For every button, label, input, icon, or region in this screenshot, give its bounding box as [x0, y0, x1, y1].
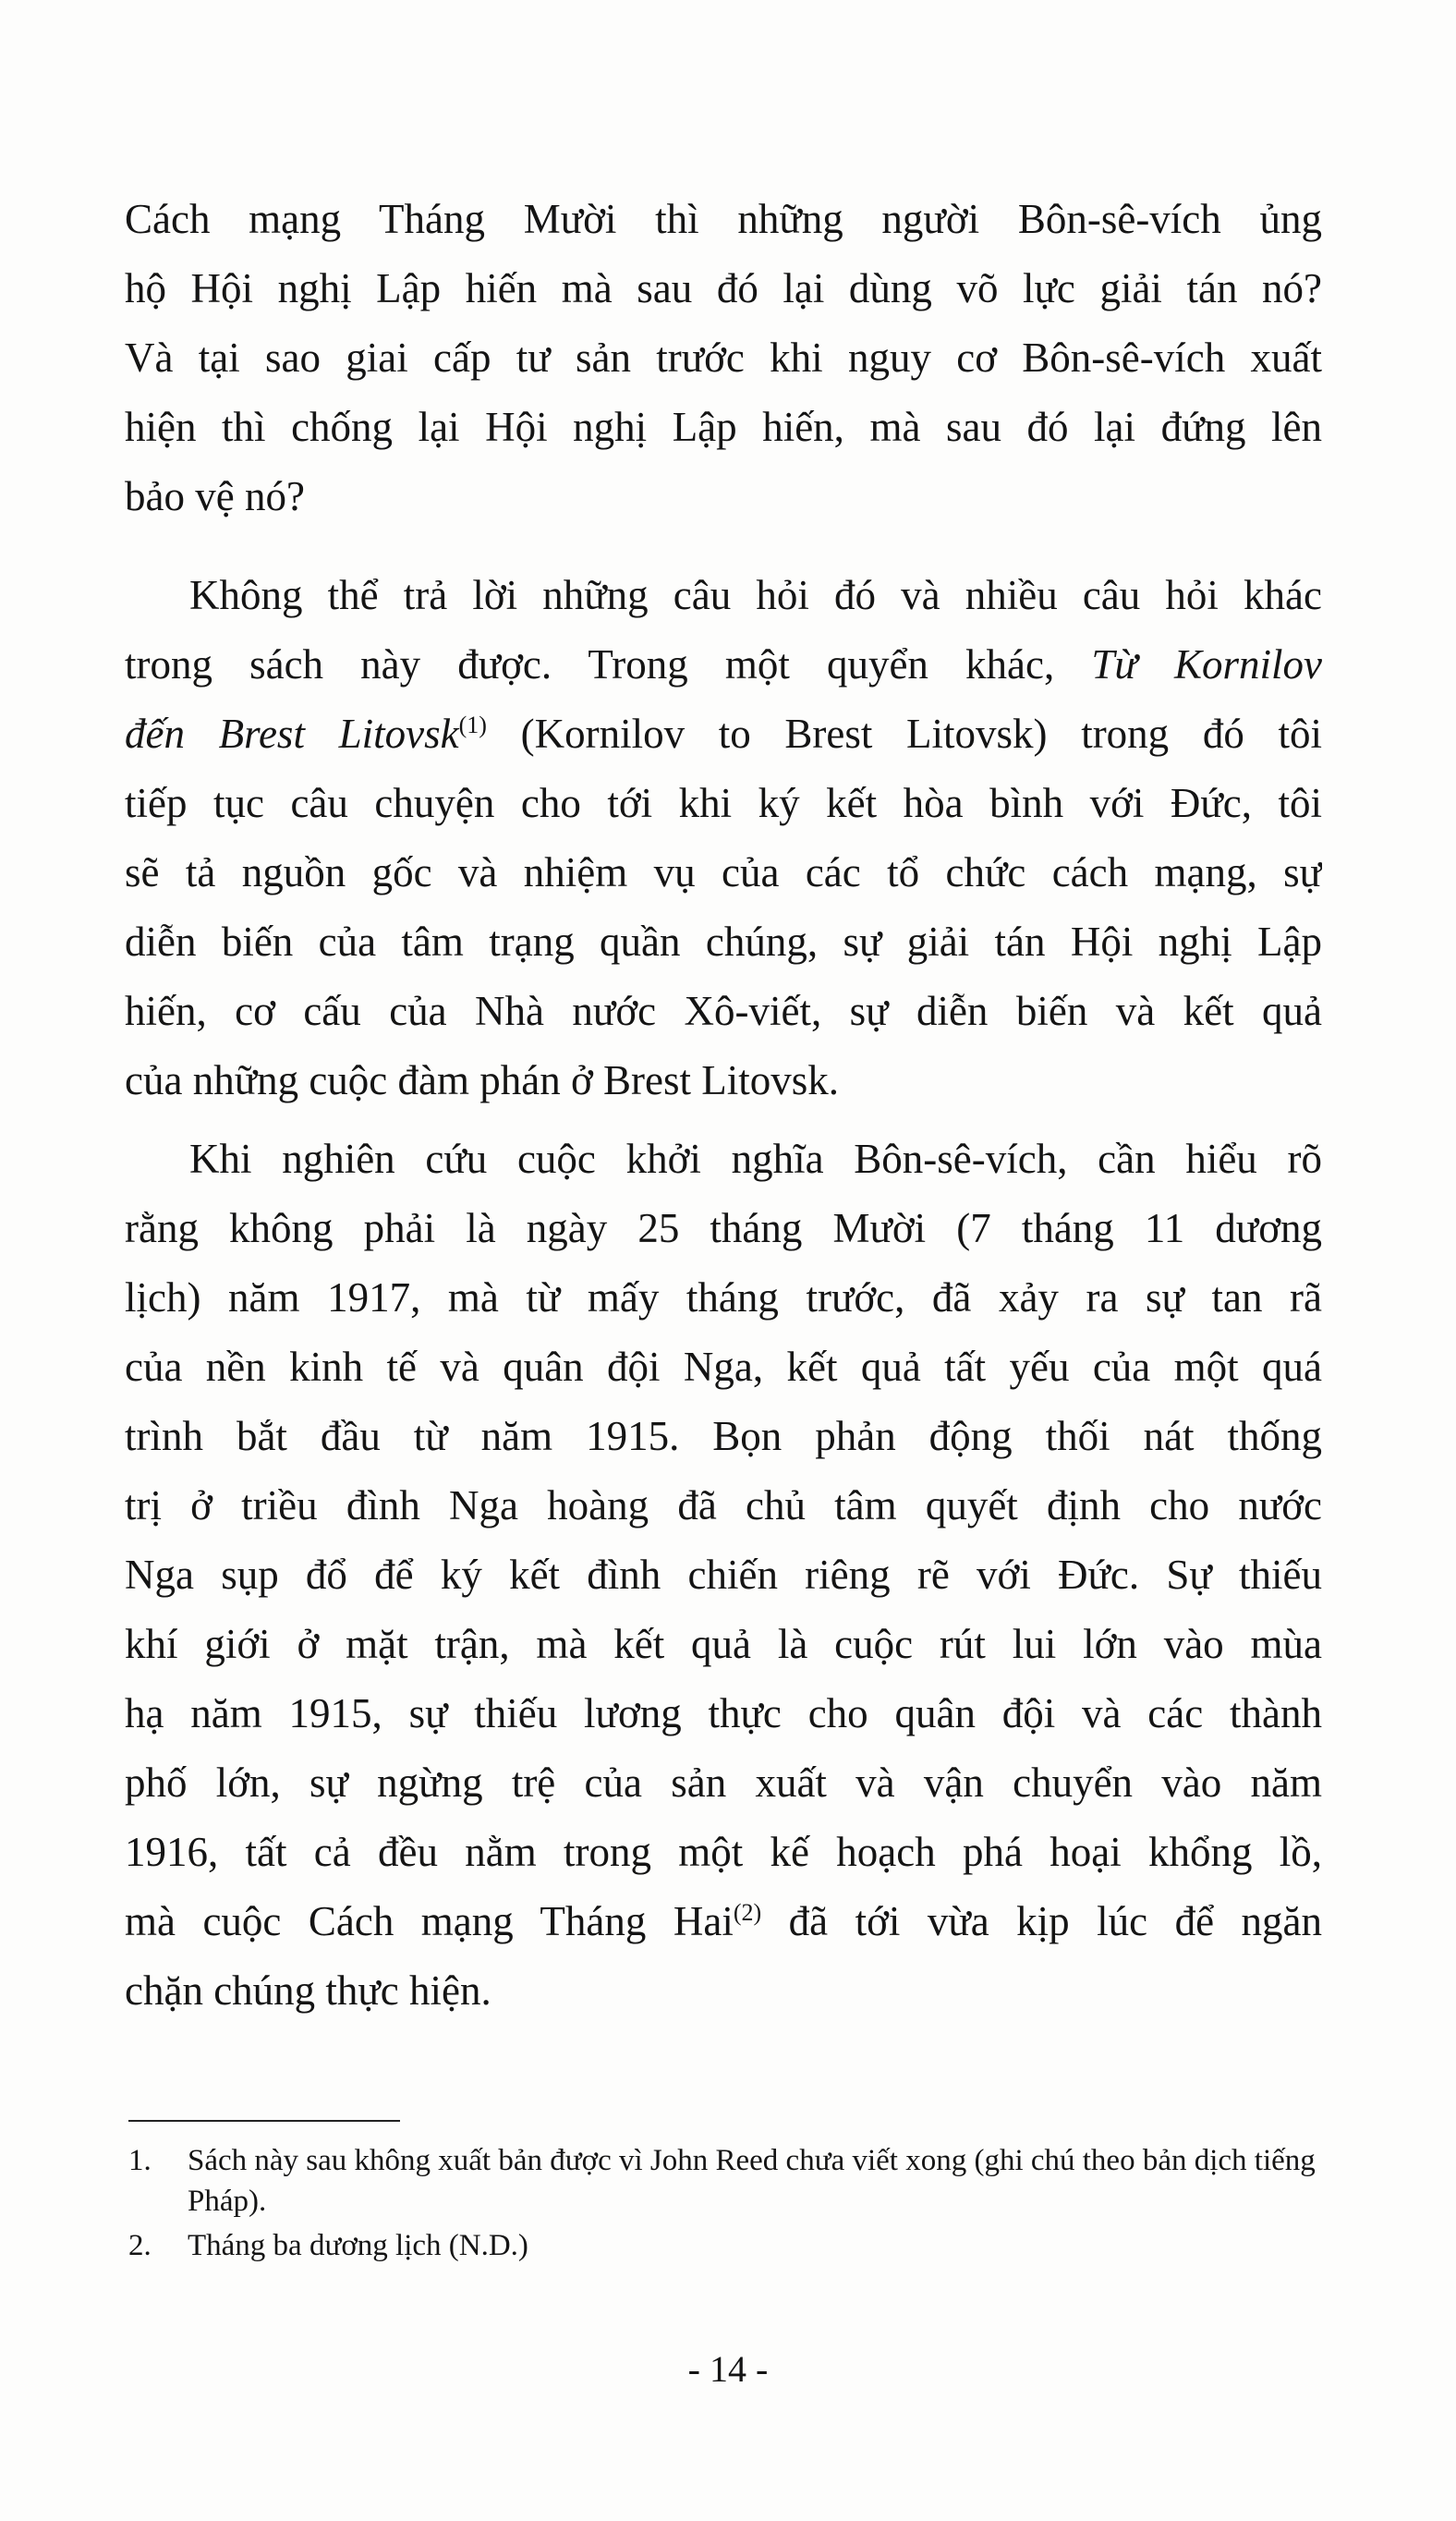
text-line [125, 700, 1322, 769]
text-segment: (Kornilov to Brest Litovsk) trong đó tôi [486, 711, 1322, 757]
page-number: - 14 - [687, 2348, 769, 2390]
text-line: của những cuộc đàm phán ở Brest Litovsk. [125, 1057, 840, 1103]
text-segment: đã tới vừa kịp lúc để ngăn [761, 1898, 1322, 1944]
text-line: trị ở triều đình Nga hoàng đã chủ tâm quyết định cho nước [125, 1482, 1322, 1528]
text-line [125, 630, 1322, 700]
text-line: diễn biến của tâm trạng quần chúng, sự giải tán Hội nghị Lập [125, 919, 1322, 965]
text-line: Cách mạng Tháng Mười thì những người Bôn-sê-vích ủng [125, 196, 1322, 242]
text-line: Không thể trả lời những câu hỏi đó và nhiều câu hỏi khác [189, 572, 1322, 618]
text-line: Nga sụp đổ để ký kết đình chiến riêng rẽ với Đức. Sự thiếu [125, 1552, 1322, 1598]
text-line: tiếp tục câu chuyện cho tới khi ký kết hòa bình với Đức, tôi [125, 780, 1322, 826]
text-line: hiện thì chống lại Hội nghị Lập hiến, mà sau đó lại đứng lên [125, 404, 1322, 450]
footnote-text: Sách này sau không xuất bản được vì John Reed chưa viết xong (ghi chú theo bản dịch tiếng Pháp). [188, 2144, 1316, 2218]
footnote-divider [128, 2120, 400, 2122]
text-line: lịch) năm 1917, mà từ mấy tháng trước, đã xảy ra sự tan rã [125, 1274, 1322, 1321]
footnote-1 [128, 2140, 1329, 2222]
text-line: bảo vệ nó? [125, 473, 305, 519]
footnote-2 [128, 2225, 1329, 2266]
footnote-text: Tháng ba dương lịch (N.D.) [188, 2229, 528, 2262]
text-line: của nền kinh tế và quân đội Nga, kết quả tất yếu của một quá [125, 1344, 1322, 1390]
book-title: đến Brest Litovsk [125, 711, 459, 757]
text-line: phố lớn, sự ngừng trệ của sản xuất và vận chuyển vào năm [125, 1760, 1322, 1806]
text-line: chặn chúng thực hiện. [125, 1967, 491, 2014]
text-line: khí giới ở mặt trận, mà kết quả là cuộc rút lui lớn vào mùa [125, 1621, 1322, 1667]
footnote-number: 1. [128, 2144, 152, 2177]
text-line: Và tại sao giai cấp tư sản trước khi nguy cơ Bôn-sê-vích xuất [125, 335, 1322, 381]
text-line: hạ năm 1915, sự thiếu lương thực cho quân đội và các thành [125, 1690, 1322, 1736]
text-line: sẽ tả nguồn gốc và nhiệm vụ của các tổ chức cách mạng, sự [125, 849, 1322, 895]
footnote-number: 2. [128, 2229, 152, 2262]
footnote-ref-1: (1) [458, 712, 487, 738]
text-line: hộ Hội nghị Lập hiến mà sau đó lại dùng võ lực giải tán nó? [125, 265, 1322, 311]
text-line: trình bắt đầu từ năm 1915. Bọn phản động thối nát thống [125, 1413, 1322, 1459]
text-line: Khi nghiên cứu cuộc khởi nghĩa Bôn-sê-vích, cần hiểu rõ [189, 1136, 1322, 1182]
paragraph-2 [125, 561, 1322, 1115]
text-line: rằng không phải là ngày 25 tháng Mười (7 tháng 11 dương [125, 1205, 1322, 1251]
paragraph-1 [125, 185, 1322, 531]
text-line: hiến, cơ cấu của Nhà nước Xô-viết, sự diễn biến và kết quả [125, 988, 1322, 1034]
book-title: Từ Kornilov [1091, 641, 1322, 688]
text-segment: mà cuộc Cách mạng Tháng Hai [125, 1898, 734, 1944]
text-segment: trong sách này được. Trong một quyển khác, [125, 641, 1092, 688]
footnote-ref-2: (2) [733, 1899, 762, 1926]
text-line: 1916, tất cả đều nằm trong một kế hoạch phá hoại khổng lồ, [125, 1829, 1322, 1875]
paragraph-3 [125, 1125, 1322, 2026]
text-line [125, 1887, 1322, 1956]
